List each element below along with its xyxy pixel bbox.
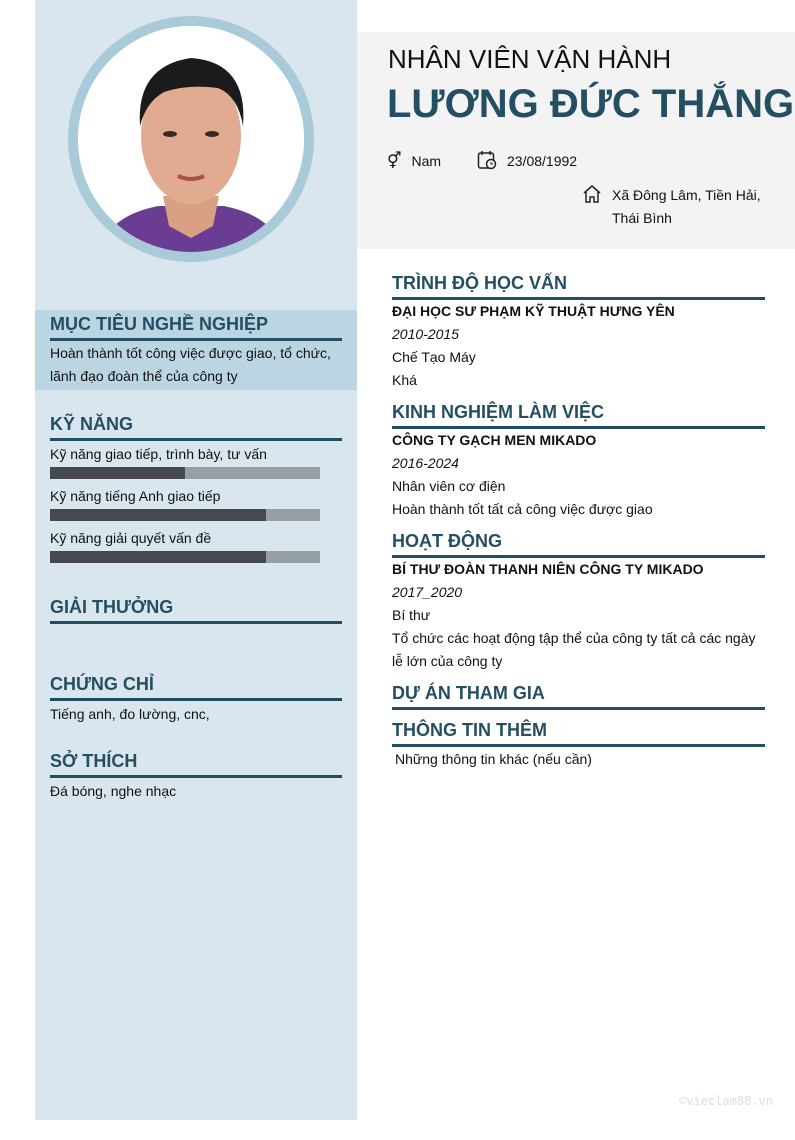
education-grade: Khá (392, 372, 417, 388)
avatar (68, 16, 314, 262)
activity-desc: lễ lớn của công ty (392, 653, 503, 669)
activities-section (392, 529, 765, 673)
more-info-section (392, 718, 765, 771)
skill-bar-fill (50, 509, 266, 521)
skill-label: Kỹ năng tiếng Anh giao tiếp (50, 488, 221, 504)
gender-info (387, 150, 441, 173)
portrait-image (78, 26, 304, 252)
section-heading: TRÌNH ĐỘ HỌC VẤN (392, 271, 765, 300)
skills-section (50, 412, 342, 569)
home-icon (582, 184, 602, 204)
skill-bar (50, 551, 320, 563)
dob-info (477, 150, 577, 173)
certificates-section (50, 672, 342, 726)
education-section (392, 271, 765, 392)
skill-bar-fill (50, 551, 266, 563)
gender-text: Nam (411, 153, 442, 169)
hobbies-text: Đá bóng, nghe nhạc (50, 783, 177, 799)
section-heading: KỸ NĂNG (50, 412, 342, 441)
section-heading: SỞ THÍCH (50, 749, 342, 778)
address-line: Xã Đông Lâm, Tiền Hải, (612, 187, 761, 203)
section-heading: GIẢI THƯỞNG (50, 595, 342, 624)
objective-line: lãnh đạo đoàn thể của công ty (50, 368, 238, 384)
section-heading: HOẠT ĐỘNG (392, 529, 765, 558)
address-info (582, 184, 761, 230)
experience-period: 2016-2024 (392, 455, 459, 471)
experience-desc: Hoàn thành tốt tất cả công việc được giao (392, 501, 653, 517)
experience-section (392, 400, 765, 521)
skill-bar (50, 509, 320, 521)
certificates-text: Tiếng anh, đo lường, cnc, (50, 706, 210, 722)
skill-label: Kỹ năng giao tiếp, trình bày, tư vấn (50, 446, 267, 462)
skill-label: Kỹ năng giải quyết vấn đề (50, 530, 212, 546)
section-heading: KINH NGHIỆM LÀM VIỆC (392, 400, 765, 429)
more-info-text: Những thông tin khác (nếu cần) (395, 751, 592, 767)
section-heading: MỤC TIÊU NGHỀ NGHIỆP (50, 312, 342, 341)
education-period: 2010-2015 (392, 326, 459, 342)
objective-section (50, 312, 342, 388)
awards-section (50, 595, 342, 624)
activity-period: 2017_2020 (392, 584, 463, 600)
activity-role: Bí thư (392, 607, 431, 623)
address-line: Thái Bình (612, 210, 672, 226)
section-heading: CHỨNG CHỈ (50, 672, 342, 701)
objective-line: Hoàn thành tốt công việc được giao, tổ chức, (50, 345, 331, 361)
experience-position: Nhân viên cơ điện (392, 478, 506, 494)
job-title: NHÂN VIÊN VẬN HÀNH (388, 44, 672, 74)
candidate-name: LƯƠNG ĐỨC THẮNG (387, 82, 795, 126)
section-heading: THÔNG TIN THÊM (392, 718, 765, 747)
dob-text: 23/08/1992 (507, 153, 578, 169)
school-name: ĐẠI HỌC SƯ PHẠM KỸ THUẬT HƯNG YÊN (392, 303, 675, 319)
projects-section (392, 681, 765, 710)
hobbies-section (50, 749, 342, 803)
gender-icon: ⚥ (387, 153, 402, 170)
section-heading: DỰ ÁN THAM GIA (392, 681, 765, 710)
activity-org: BÍ THƯ ĐOÀN THANH NIÊN CÔNG TY MIKADO (392, 561, 704, 577)
activity-desc: Tổ chức các hoạt động tập thể của công ty tất cả các ngày (392, 630, 756, 646)
company-name: CÔNG TY GẠCH MEN MIKADO (392, 432, 597, 448)
watermark: ©vieclam88.vn (679, 1094, 773, 1108)
calendar-icon (477, 150, 497, 170)
skill-bar-fill (50, 467, 185, 479)
education-major: Chế Tạo Máy (392, 349, 476, 365)
skill-bar (50, 467, 320, 479)
